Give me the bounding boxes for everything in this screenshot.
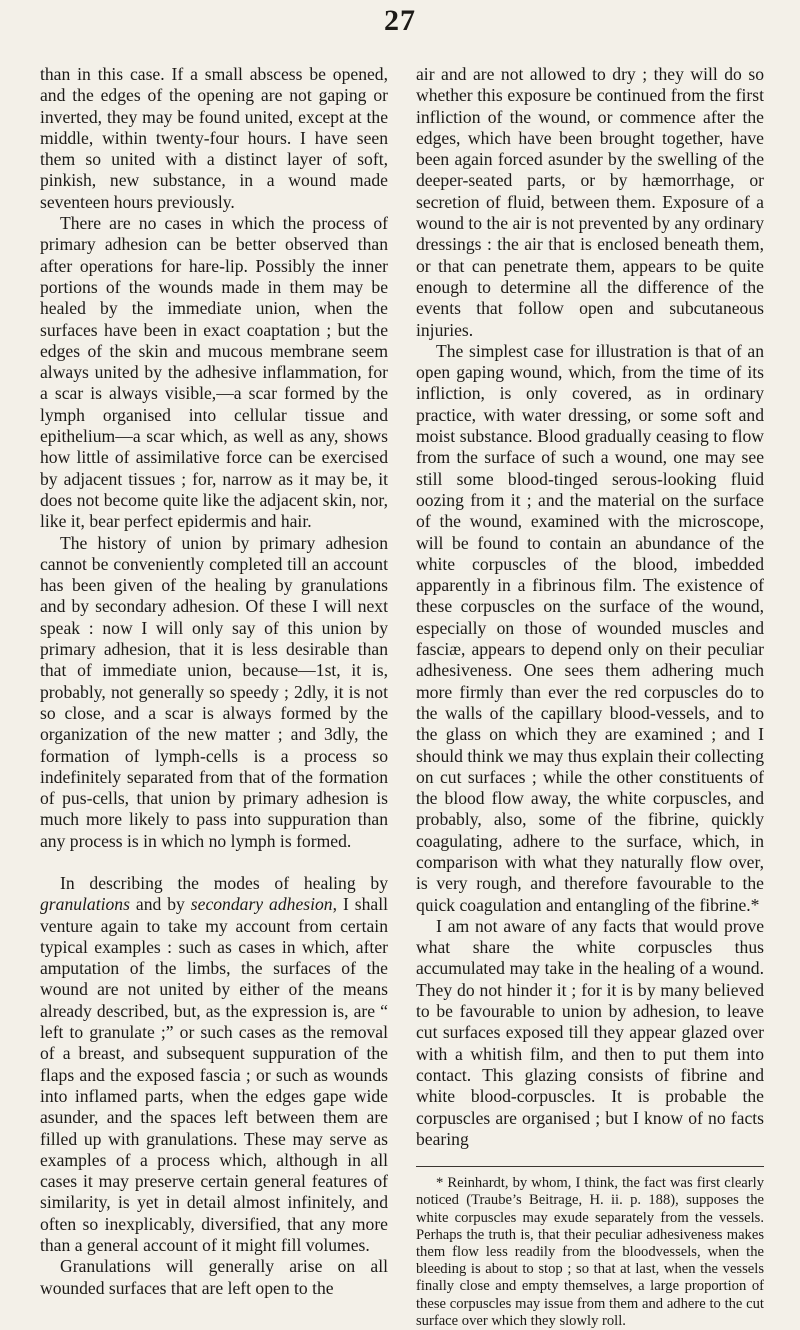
paragraph: than in this case. If a small abscess be opened, and the edges of the opening are not gaping or inverted, they may be found united, except at the middle, within twenty-four hours. I have seen them so united with a distinct layer of soft, pinkish, new substance, in a wound made seventeen hours previously. bbox=[40, 64, 388, 212]
text-run: and by bbox=[129, 894, 191, 915]
footnote-divider bbox=[416, 1166, 764, 1167]
text-run: , I shall venture again to take my account from certain typical examples : such as cases in which, after amputation of the limbs, the surfaces of the wound are not united by either of the means already described, but, as the expression is, are “ left to granulate ;” or such cases as the removal of a breast, and subsequent suppuration of the flaps and the exposed fascia ; or such as wounds into inflamed parts, when the edges gape wide asunder, and the spaces left between them are filled up with granulations. These may serve as examples of a process which, although in all cases it may preserve certain general features of similarity, is yet in detail almost infinitely, and often so inexplicably, diversified, that any more than a general account of it might fill volumes. bbox=[40, 894, 388, 1256]
footnote: * Reinhardt, by whom, I think, the fact was first clearly noticed (Traube’s Beitrage, H. ii. p. 188), supposes the white corpuscles may exude separately from the vessels. Perhaps the truth is, that their peculiar adhesiveness makes them flow less readily from the bloodvessels, when the bleeding is about to stop ; so that at last, when the vessels finally close and empty themselves, a large proportion of these corpuscles may issue from them and adhere to the cut surface over which they slowly roll. bbox=[416, 1175, 764, 1329]
right-column bbox=[416, 64, 764, 1330]
italic-term: secondary adhesion bbox=[190, 894, 333, 915]
paragraph: The history of union by primary adhesion cannot be conveniently completed till an account has been given of the healing by granulations and by secondary adhesion. Of these I will next speak : now I will only say of this union by primary adhesion, that it is less desirable than that of immediate union, because—1st, it is, probably, not generally so speedy ; 2dly, it is not so close, and a scar is always formed by the organization of the new matter ; and 3dly, the formation of lymph-cells is a process so indefinitely separated from that of the formation of pus-cells, that union by primary adhesion is much more likely to pass into suppuration than any process is in which no lymph is formed. bbox=[40, 532, 388, 851]
paragraph: The simplest case for illustration is that of an open gaping wound, which, from the time of its infliction, is only covered, as in ordinary practice, with water dressing, or some soft and moist substance. Blood gradually ceasing to flow from the surface of such a wound, one may see still some blood-tinged serous-looking fluid oozing from it ; and the material on the surface of the wound, examined with the microscope, will be found to contain an abundance of the white corpuscles of the blood, imbedded apparently in a fibrinous film. The existence of these corpuscles on the surface of the wound, especially on those of wounded muscles and fasciæ, appears to depend only on their peculiar adhesiveness. One sees them adhering much more firmly than ever the red corpuscles do to the walls of the capillary blood-vessels, and to the glass on which they are examined ; and I should think we may thus explain their collecting on cut surfaces ; while the other constituents of the blood flow away, the white corpuscles, and probably, also, some of the fibrine, quickly coagulating, adhere to the surface, which, in comparison with what they naturally flow over, is very rough, and therefore favourable to the quick coagulation and entangling of the fibrine.* bbox=[416, 340, 764, 915]
paragraph: air and are not allowed to dry ; they will do so whether this exposure be continued from the first infliction of the wound, or commence after the edges, which have been brought together, have been again forced asunder by the swelling of the deeper-seated parts, or by hæmorrhage, or secretion of fluid, between them. Exposure of a wound to the air is not prevented by any ordinary dressings : the air that is enclosed beneath them, or that can penetrate them, appears to be quite enough to determine all the difference of the events that follow open and subcutaneous injuries. bbox=[416, 64, 764, 340]
paragraph: There are no cases in which the process of primary adhesion can be better observed than after operations for hare-lip. Possibly the inner portions of the wounds made in them may be healed by the immediate union, when the surfaces have been in exact coaptation ; but the edges of the skin and mucous membrane seem always united by the adhesive inflammation, for a scar is always visible,—a scar formed by the lymph organised into cellular tissue and epithelium—a scar which, as well as any, shows how little of assimilative force can be exercised by adjacent tissues ; for, narrow as it may be, it does not become quite like the adjacent skin, nor, like it, bear perfect epidermis and hair. bbox=[40, 213, 388, 532]
text-run: In describing the modes of healing by bbox=[60, 872, 388, 893]
left-column bbox=[40, 64, 388, 1299]
paragraph bbox=[40, 873, 388, 1256]
italic-term: granulations bbox=[40, 894, 130, 915]
paragraph: Granulations will generally arise on all wounded surfaces that are left open to the bbox=[40, 1256, 388, 1298]
page-number: 27 bbox=[384, 4, 416, 37]
paragraph: I am not aware of any facts that would prove what share the white corpuscles thus accumulated may take in the healing of a wound. They do not hinder it ; for it is by many believed to be favourable to union by adhesion, to leave cut surfaces exposed till they appear glazed over with a whitish film, and then to put them into contact. This glazing consists of fibrine and white blood-corpuscles. It is probable the corpuscles are organised ; but I know of no facts bearing bbox=[416, 915, 764, 1149]
